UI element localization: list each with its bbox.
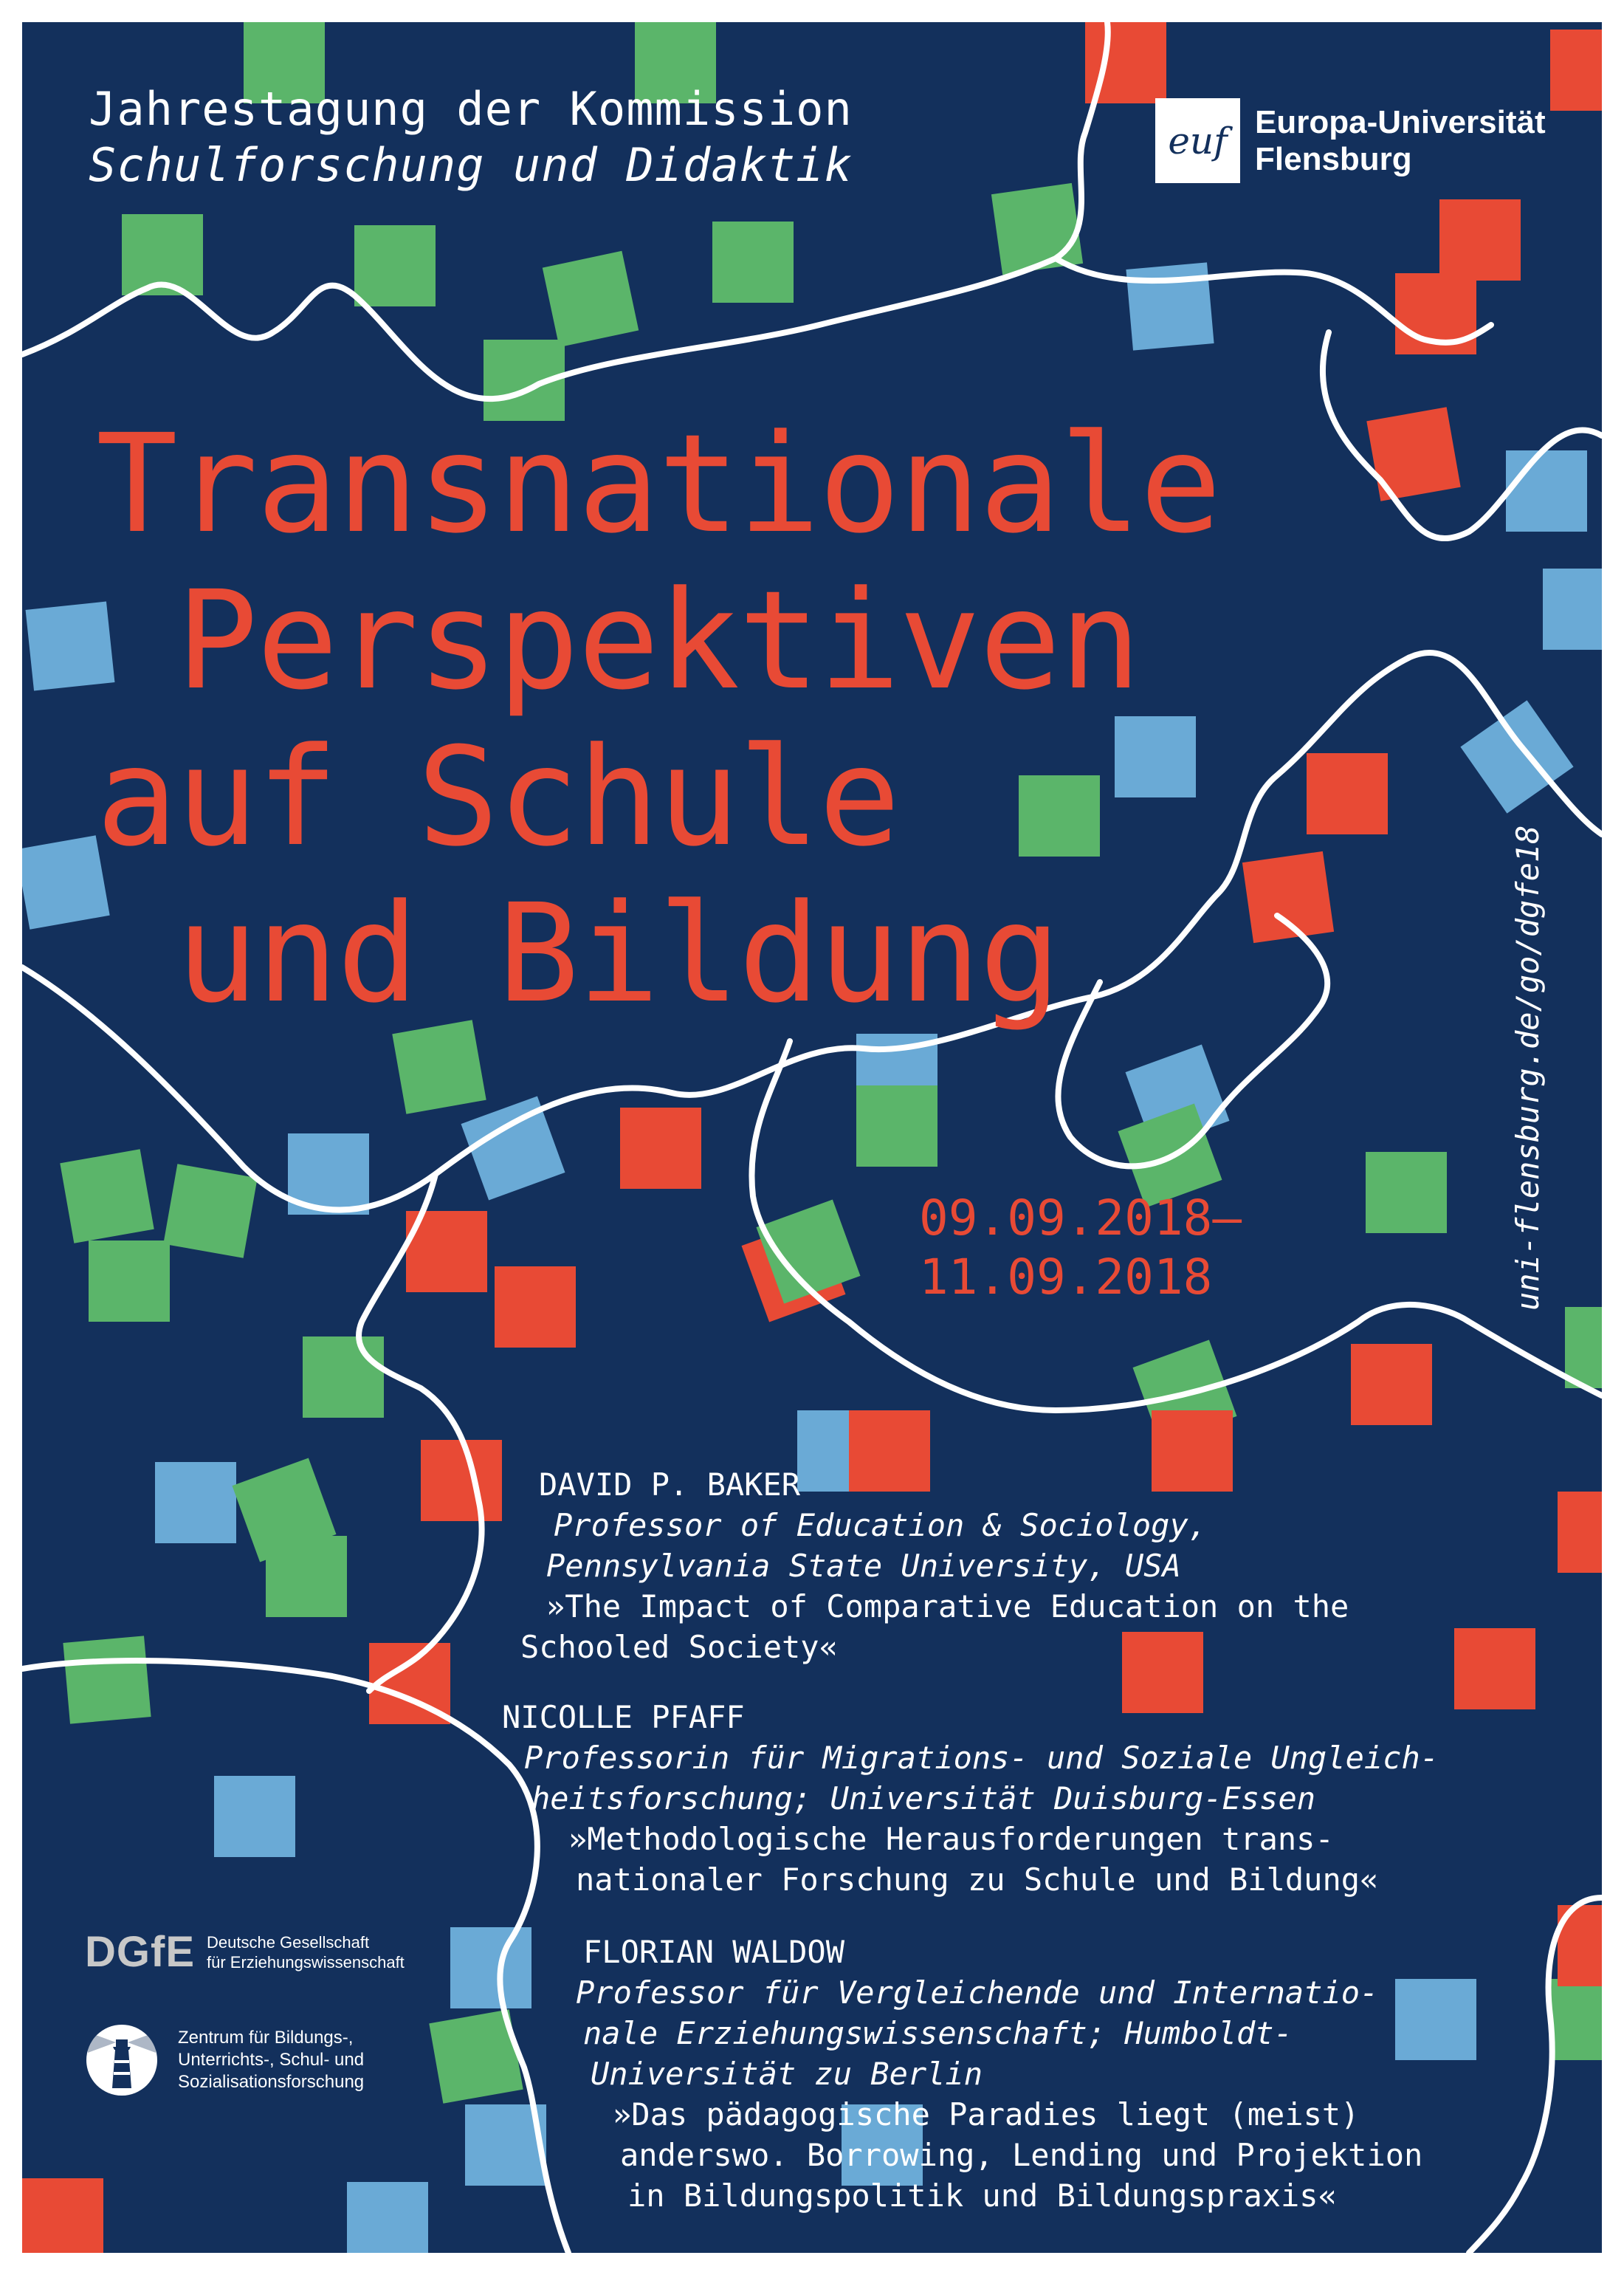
speaker-talk-line: in Bildungspolitik und Bildungspraxis« — [627, 2178, 1337, 2214]
decorative-square — [163, 1164, 257, 1257]
decorative-square — [1366, 1152, 1447, 1233]
conference-line-1: Jahrestagung der Kommission — [89, 82, 853, 136]
speaker-name: DAVID P. BAKER — [539, 1466, 801, 1503]
decorative-square — [1543, 569, 1602, 650]
euf-logo-text: euf — [1168, 119, 1228, 162]
decorative-square — [991, 183, 1083, 275]
conference-line-2: Schulforschung und Didaktik — [89, 138, 853, 192]
decorative-square — [303, 1336, 384, 1418]
zentrum-logo — [85, 2023, 364, 2097]
decorative-square — [1550, 1979, 1602, 2060]
decorative-square — [450, 1927, 531, 2008]
zentrum-name-line-2: Unterrichts-, Schul- und — [178, 2050, 365, 2070]
decorative-square — [155, 1462, 236, 1543]
dgfe-name — [207, 1932, 405, 1972]
dgfe-name-line-2: für Erziehungswissenschaft — [207, 1952, 405, 1972]
decorative-square — [1506, 450, 1587, 532]
university-logo — [1155, 98, 1546, 183]
university-name — [1255, 104, 1546, 178]
decorative-square — [214, 1776, 295, 1857]
university-name-line-2: Flensburg — [1255, 140, 1412, 177]
speaker-position-line: Professor für Vergleichende und Internatio- — [576, 1974, 1379, 2011]
event-dates: 09.09.2018– 11.09.2018 — [919, 1190, 1242, 1305]
lighthouse-icon — [85, 2023, 159, 2097]
euf-logo-mark — [1155, 98, 1240, 183]
decorative-square — [1454, 1628, 1535, 1709]
decorative-square — [1558, 1492, 1602, 1573]
decorative-square — [1152, 1410, 1233, 1492]
decorative-square — [856, 1085, 937, 1167]
decorative-square — [392, 1020, 486, 1114]
zentrum-name-line-1: Zentrum für Bildungs-, — [178, 2028, 354, 2048]
decorative-square — [1242, 851, 1334, 943]
decorative-square — [620, 1108, 701, 1189]
decorative-square — [495, 1266, 576, 1348]
decorative-square — [347, 2182, 428, 2253]
decorative-square — [1460, 700, 1573, 813]
speaker-talk-line: »Methodologische Herausforderungen trans- — [568, 1821, 1334, 1857]
speaker-talk-line: »Das pädagogische Paradies liegt (meist) — [613, 2096, 1360, 2132]
zentrum-name-line-3: Sozialisationsforschung — [178, 2072, 365, 2092]
decorative-square — [543, 251, 639, 347]
speaker-position-line: Universität zu Berlin — [591, 2056, 983, 2092]
decorative-square — [1122, 1632, 1203, 1713]
speaker-position-line: Pennsylvania State University, USA — [546, 1548, 1181, 1584]
decorative-square — [1565, 1307, 1602, 1388]
conference-name — [89, 81, 853, 193]
poster — [22, 22, 1602, 2253]
dgfe-mark: DGfE — [85, 1928, 195, 1976]
speaker-position-line: nale Erziehungswissenschaft; Humboldt- — [583, 2015, 1293, 2051]
decorative-square — [1439, 199, 1521, 281]
dgfe-name-line-1: Deutsche Gesellschaft — [207, 1932, 370, 1952]
speaker-talk-line: »The Impact of Comparative Education on the — [546, 1588, 1349, 1624]
decorative-square — [63, 1636, 151, 1723]
decorative-pattern — [22, 22, 1602, 2253]
decorative-square — [1395, 1979, 1476, 2060]
speaker-position-line: heitsforschung; Universität Duisburg-Essen — [531, 1780, 1316, 1816]
poster-title: Transnationale Perspektiven auf Schule und Bildung — [96, 405, 1220, 1033]
speaker-talk-line: anderswo. Borrowing, Lending und Projektion — [620, 2137, 1423, 2173]
decorative-square — [1550, 30, 1602, 111]
university-name-line-1: Europa-Universität — [1255, 103, 1546, 140]
dgfe-logo — [85, 1927, 405, 1977]
decorative-square — [712, 222, 794, 303]
decorative-square — [1351, 1344, 1432, 1425]
speaker-position-line: Professorin für Migrations- und Soziale Ungleich- — [524, 1740, 1439, 1776]
decorative-square — [22, 2178, 103, 2253]
decorative-square — [60, 1149, 154, 1243]
decorative-square — [266, 1536, 347, 1617]
event-url[interactable]: uni-flensburg.de/go/dgfe18 — [1510, 825, 1546, 1311]
speaker-name: FLORIAN WALDOW — [583, 1934, 845, 1970]
zentrum-name — [178, 2027, 364, 2093]
speaker-position-line: Professor of Education & Sociology, — [554, 1507, 1208, 1543]
decorative-square — [354, 225, 436, 306]
decorative-square — [1366, 407, 1460, 501]
speaker-name: NICOLLE PFAFF — [502, 1699, 745, 1735]
decorative-square — [849, 1410, 930, 1492]
decorative-square — [89, 1241, 170, 1322]
speaker-talk-line: Schooled Society« — [520, 1629, 838, 1665]
speaker-talk-line: nationaler Forschung zu Schule und Bildung« — [576, 1861, 1379, 1898]
decorative-square — [1307, 753, 1388, 834]
decorative-square — [421, 1440, 502, 1521]
